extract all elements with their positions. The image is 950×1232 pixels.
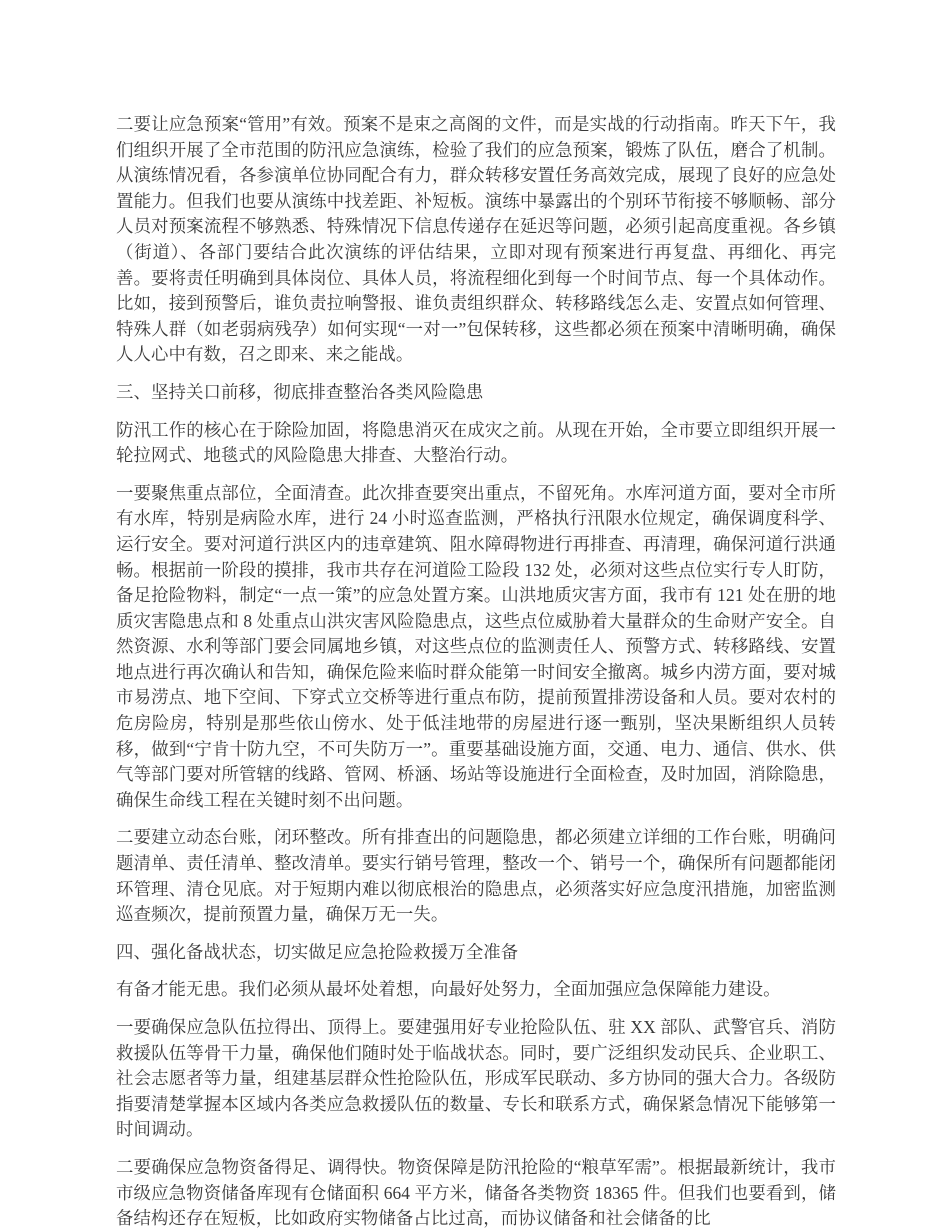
- document-body: [116, 112, 836, 1232]
- heading-section-four: 四、强化备战状态，切实做足应急抢险救援万全准备: [116, 941, 519, 962]
- paragraph-section-four-intro: 有备才能无患。我们必须从最坏处着想，向最好处努力，全面加强应急保障能力建设。: [116, 979, 781, 1000]
- paragraph-supplies: 二要确保应急物资备得足、调得快。物资保障是防汛抢险的“粮草军需”。根据最新统计，我市市级应急物资储备库现有仓储面积 664 平方米，储备各类物资 18365 件。但我们也要看到，储备结构还存在短板，比如政府实物储备占比过高，而协议储备和社会储备的比: [116, 1156, 836, 1229]
- paragraph-dynamic-ledger: 二要建立动态台账，闭环整改。所有排查出的问题隐患，都必须建立详细的工作台账，明确问题清单、责任清单、整改清单。要实行销号管理，整改一个、销号一个，确保所有问题都能闭环管理、清仓见底。对于短期内难以彻底根治的隐患点，必须落实好应急度汛措施，加密监测巡查频次，提前预置力量，确保万无一失。: [116, 827, 836, 925]
- paragraph-emergency-teams: 一要确保应急队伍拉得出、顶得上。要建强用好专业抢险队伍、驻 XX 部队、武警官兵、消防救援队伍等骨干力量，确保他们随时处于临战状态。同时，要广泛组织发动民兵、企业职工、社会志愿者等力量，组建基层群众性抢险队伍，形成军民联动、多方协同的强大合力。各级防指要清楚掌握本区域内各类应急救援队伍的数量、专长和联系方式，确保紧急情况下能够第一时间调动。: [116, 1017, 836, 1140]
- paragraph-focus-key-sites: 一要聚焦重点部位，全面清查。此次排查要突出重点，不留死角。水库河道方面，要对全市所有水库，特别是病险水库，进行 24 小时巡查监测，严格执行汛限水位规定，确保调度科学、运行安全。要对河道行洪区内的违章建筑、阻水障碍物进行再排查、再清理，确保河道行洪通畅。根据前一阶段的摸排，我市共存在河道险工险段 132 处，必须对这些点位实行专人盯防，备足抢险物料，制定“一点一策”的应急处置方案。山洪地质灾害方面，我市有 121 处在册的地质灾害隐患点和 8 处重点山洪灾害风险隐患点，这些点位威胁着大量群众的生命财产安全。自然资源、水利等部门要会同属地乡镇，对这些点位的监测责任人、预警方式、转移路线、安置地点进行再次确认和告知，确保危险来临时群众能第一时间安全撤离。城乡内涝方面，要对城市易涝点、地下空间、下穿式立交桥等进行重点布防，提前预置排涝设备和人员。要对农村的危房险房，特别是那些依山傍水、处于低洼地带的房屋进行逐一甄别，坚决果断组织人员转移，做到“宁肯十防九空，不可失防万一”。重要基础设施方面，交通、电力、通信、供水、供气等部门要对所管辖的线路、管网、桥涵、场站等设施进行全面检查，及时加固，消除隐患，确保生命线工程在关键时刻不出问题。: [116, 482, 836, 810]
- paragraph-plan-effective: 二要让应急预案“管用”有效。预案不是束之高阁的文件，而是实战的行动指南。昨天下午，我们组织开展了全市范围的防汛应急演练，检验了我们的应急预案，锻炼了队伍，磨合了机制。从演练情况看，各参演单位协同配合有力，群众转移安置任务高效完成，展现了良好的应急处置能力。但我们也要从演练中找差距、补短板。演练中暴露出的个别环节衔接不够顺畅、部分人员对预案流程不够熟悉、特殊情况下信息传递存在延迟等问题，必须引起高度重视。各乡镇（街道）、各部门要结合此次演练的评估结果，立即对现有预案进行再复盘、再细化、再完善。要将责任明确到具体岗位、具体人员，将流程细化到每一个时间节点、每一个具体动作。比如，接到预警后，谁负责拉响警报、谁负责组织群众、转移路线怎么走、安置点如何管理、特殊人群（如老弱病残孕）如何实现“一对一”包保转移，这些都必须在预案中清晰明确，确保人人心中有数，召之即来、来之能战。: [116, 114, 836, 365]
- heading-section-three: 三、坚持关口前移，彻底排查整治各类风险隐患: [116, 381, 484, 402]
- paragraph-section-three-intro: 防汛工作的核心在于除险加固，将隐患消灭在成灾之前。从现在开始，全市要立即组织开展一轮拉网式、地毯式的风险隐患大排查、大整治行动。: [116, 419, 836, 466]
